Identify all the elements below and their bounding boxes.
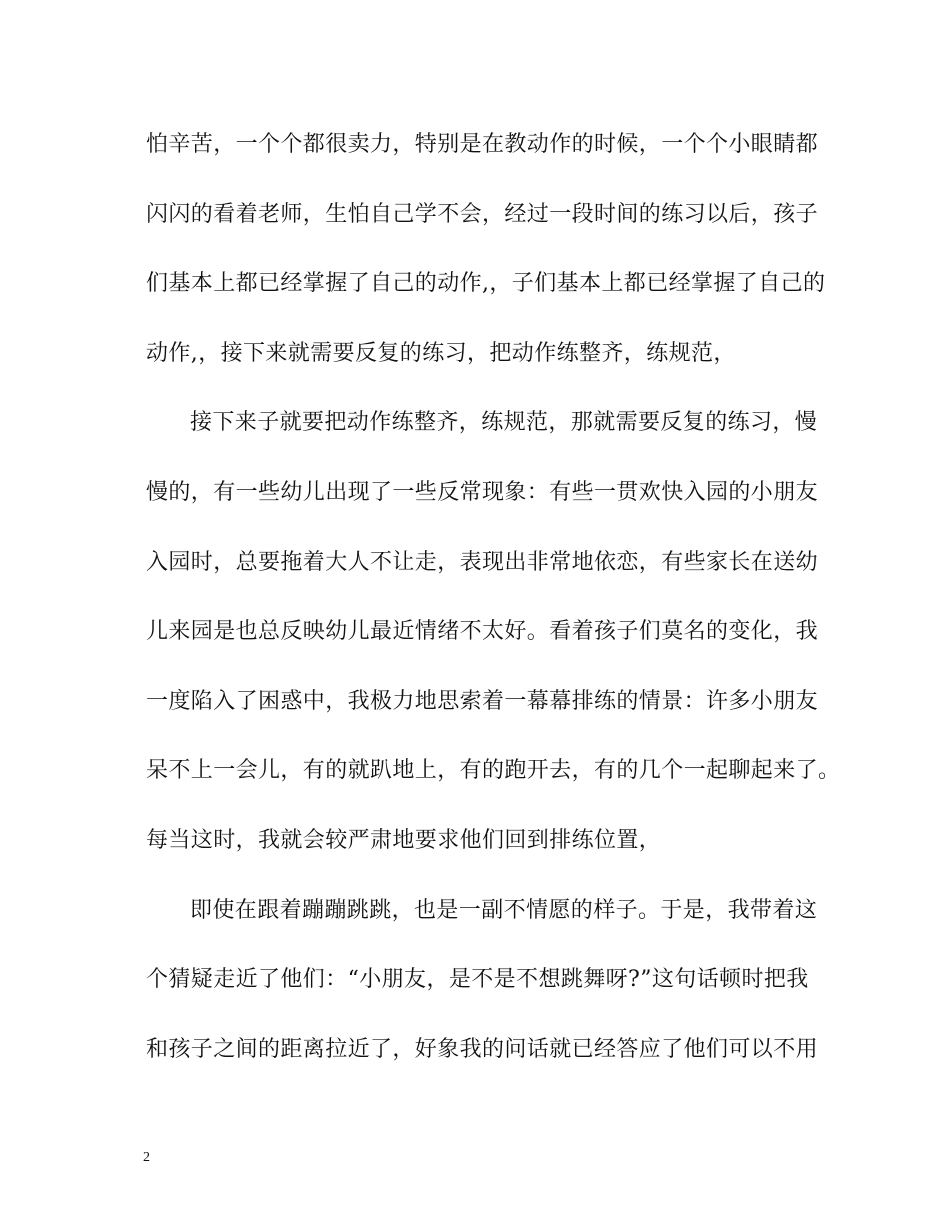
text-line: 闪闪的看着老师，生怕自己学不会，经过一段时间的练习以后，孩子 <box>146 201 819 227</box>
text-line: 动作,，接下来就需要反复的练习，把动作练整齐，练规范， <box>146 340 736 366</box>
text-line: 个猜疑走近了他们：“小朋友，是不是不想跳舞呀?”这句话顿时把我 <box>146 967 809 993</box>
text-line: 接下来子就要把动作练整齐，练规范，那就需要反复的练习，慢 <box>190 410 818 436</box>
text-line: 怕辛苦，一个个都很卖力，特别是在教动作的时候，一个个小眼睛都 <box>146 132 819 157</box>
text-line: 们基本上都已经掌握了自己的动作,，子们基本上都已经掌握了自己的 <box>146 271 826 297</box>
text-line: 一度陷入了困惑中，我极力地思索着一幕幕排练的情景：许多小朋友 <box>146 688 819 714</box>
text-line: 呆不上一会儿，有的就趴地上，有的跑开去，有的几个一起聊起来了。 <box>146 758 841 784</box>
text-line: 和孩子之间的距离拉近了，好象我的问话就已经答应了他们可以不用 <box>146 1036 819 1062</box>
text-line: 儿来园是也总反映幼儿最近情绪不太好。看着孩子们莫名的变化，我 <box>146 619 819 645</box>
page-number: 2 <box>143 1150 150 1165</box>
text-line: 慢的，有一些幼儿出现了一些反常现象：有些一贯欢快入园的小朋友 <box>146 479 819 505</box>
text-line: 每当这时，我就会较严肃地要求他们回到排练位置， <box>146 827 662 853</box>
body-text <box>146 125 841 1099</box>
text-line: 入园时，总要拖着大人不让走，表现出非常地依恋，有些家长在送幼 <box>146 549 819 575</box>
text-line: 即使在跟着蹦蹦跳跳，也是一副不情愿的样子。于是，我带着这 <box>190 897 818 923</box>
